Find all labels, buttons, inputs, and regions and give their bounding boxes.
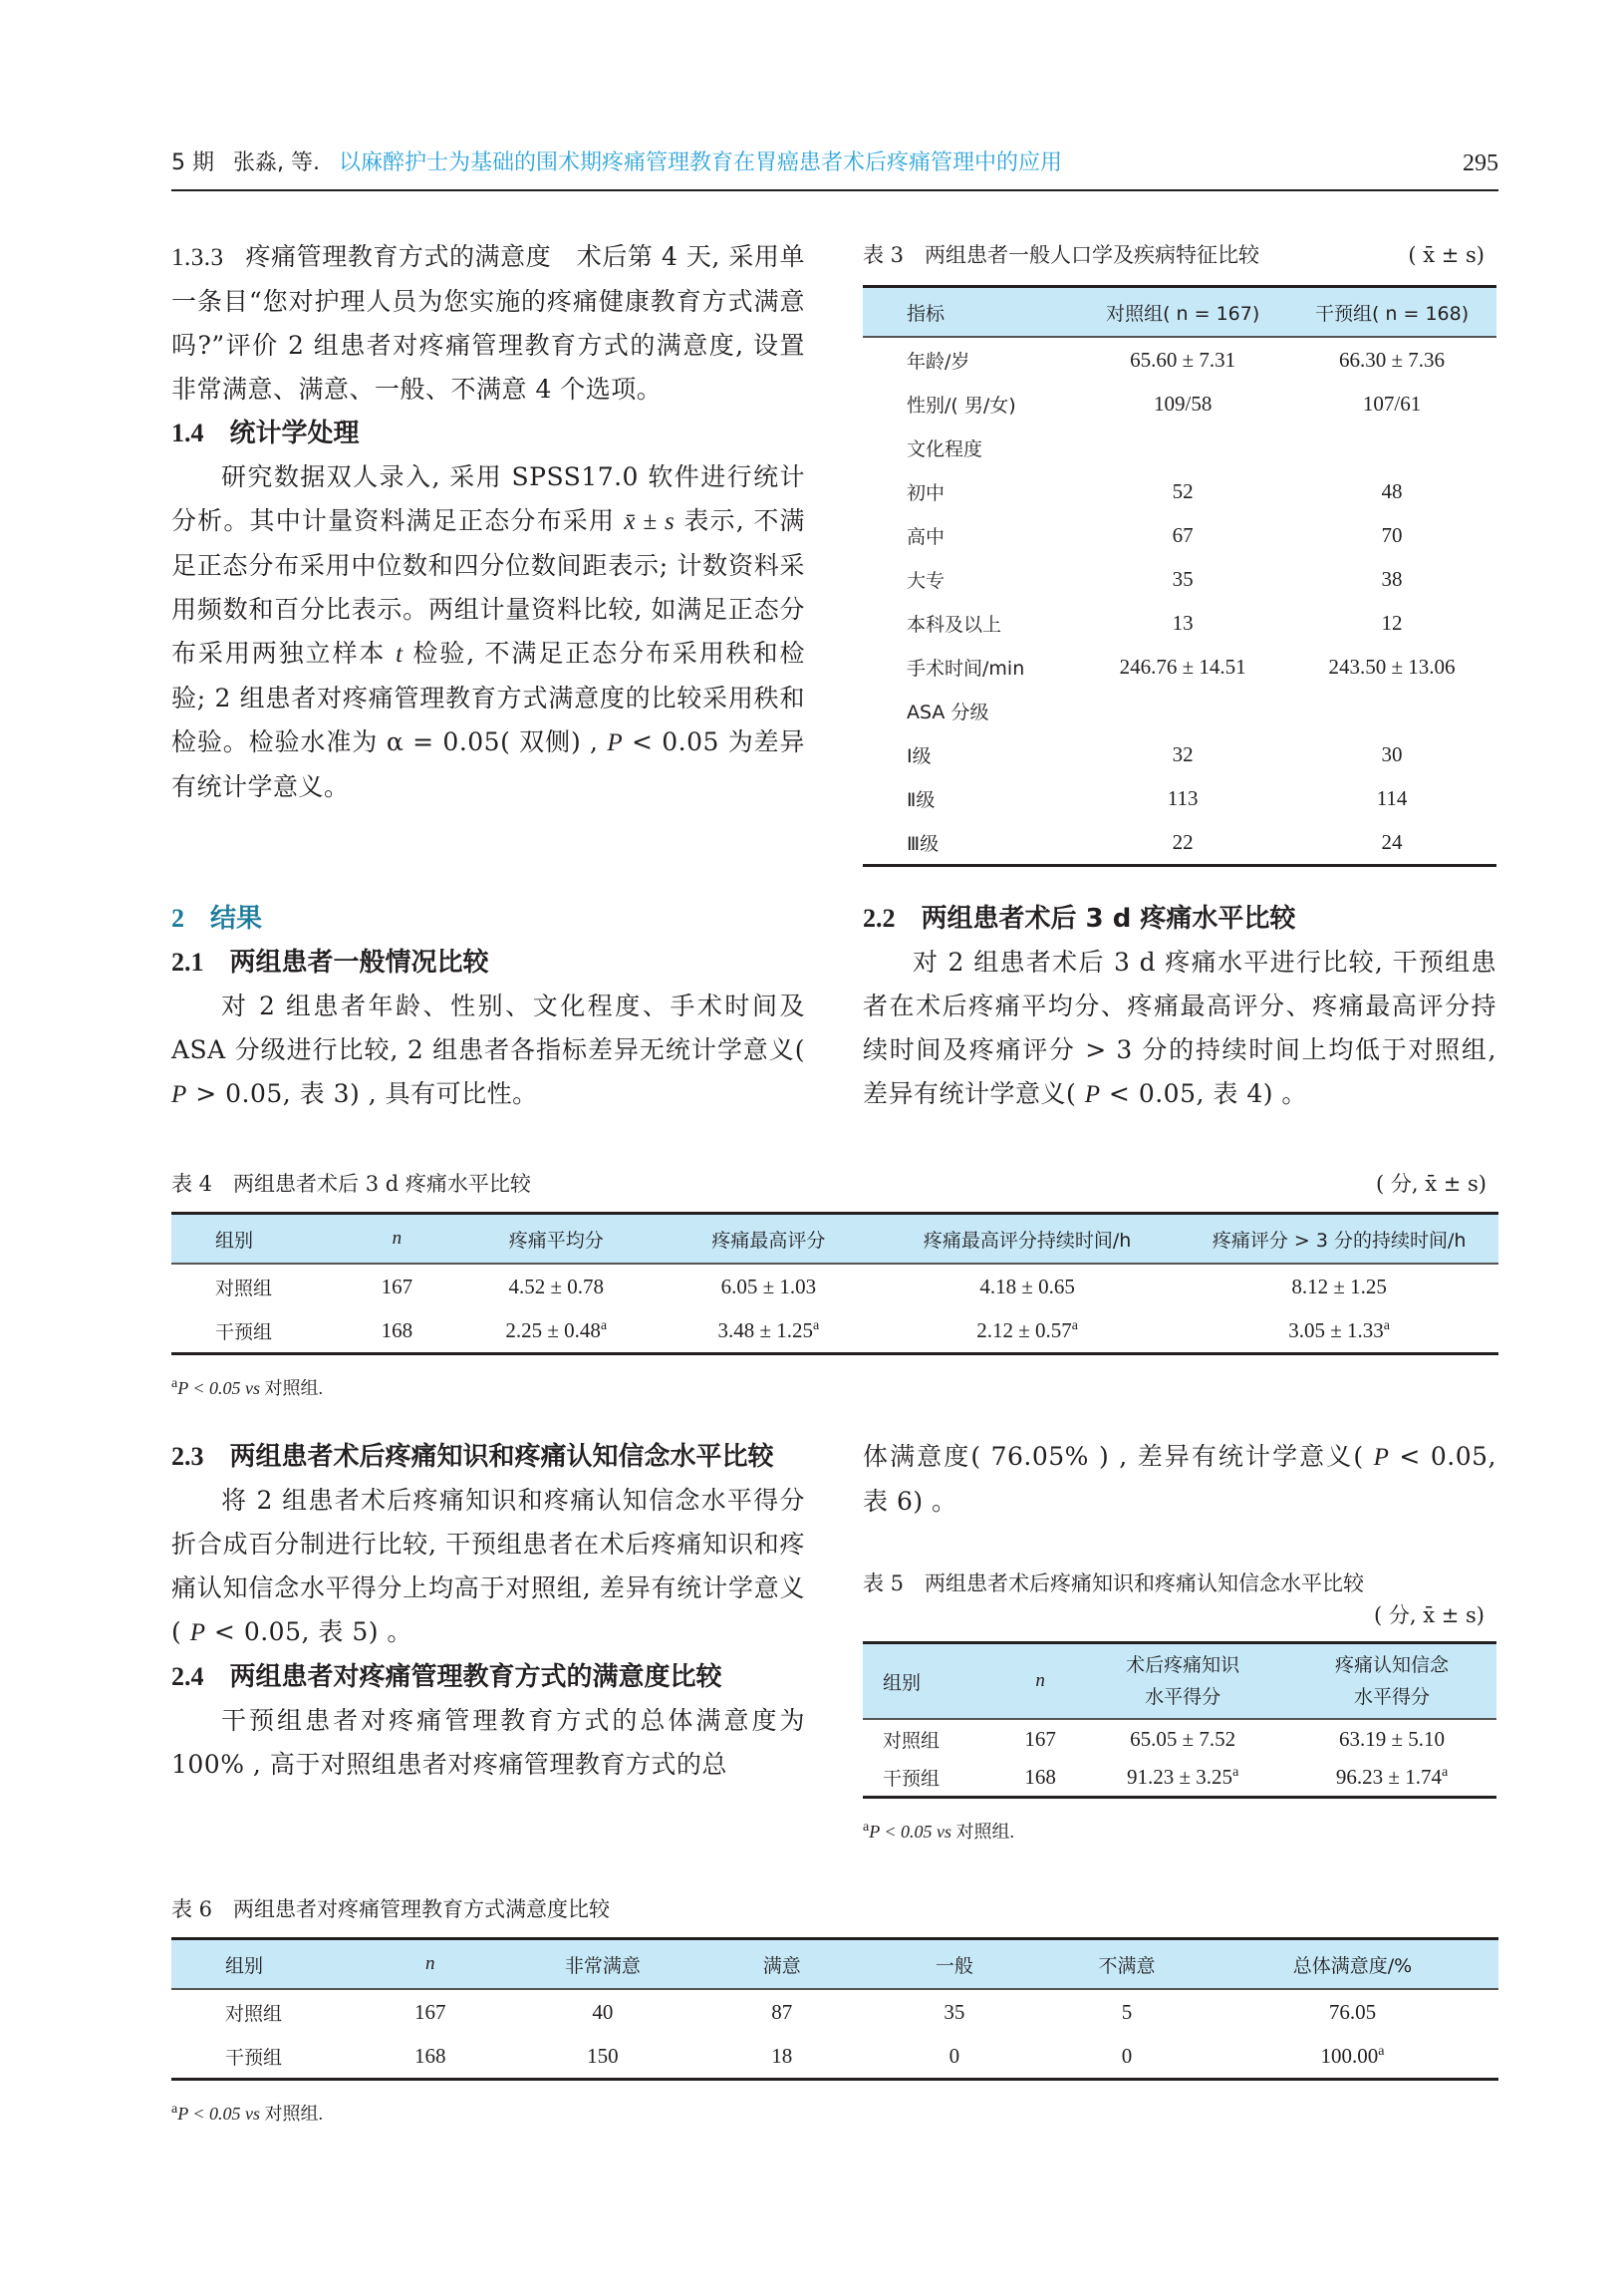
table-row — [863, 426, 1496, 469]
row-label — [863, 469, 1078, 513]
control-cell — [1078, 469, 1287, 513]
header-intervention: 干预组( n = 168) — [1314, 302, 1470, 325]
text-fragment: 对 2 组患者术后 3 d 疼痛水平进行比较, 干预组患者在术后疼痛平均分、疼痛最高评分、疼痛最高评分持续时间及疼痛评分 > 3 分的持续时间上均低于对照组, 差异有统计学意义( — [863, 948, 1496, 1108]
header-n: n — [1035, 1670, 1045, 1691]
control-cell-value: 113 — [1167, 785, 1199, 810]
gt3-duration-cell-value: 3.05 ± 1.33 — [1288, 1317, 1384, 1342]
control-cell — [1078, 776, 1287, 820]
section-number: 1.3.3 — [171, 244, 224, 271]
header-rule — [171, 189, 1498, 191]
left-column-upper — [171, 235, 805, 809]
control-cell-value: 67 — [1172, 522, 1194, 547]
dissatisfied-cell-value: 0 — [1121, 2043, 1133, 2068]
section-heading: 疼痛管理教育方式的满意度 — [245, 242, 552, 271]
caption-text: 表 4 两组患者术后 3 d 疼痛水平比较 — [171, 1172, 531, 1196]
table-6 — [171, 1937, 1498, 2081]
avg-cell — [450, 1308, 663, 1354]
n-cell-value: 168 — [1024, 1764, 1056, 1789]
article-title: 以麻醉护士为基础的围术期疼痛管理教育在胃癌患者术后疼痛管理中的应用 — [339, 150, 1063, 175]
running-head — [171, 147, 1498, 187]
max-duration-cell — [875, 1264, 1180, 1308]
control-cell-value: 32 — [1172, 741, 1194, 766]
table-6-body — [171, 1989, 1498, 2080]
belief-cell-value: 96.23 ± 1.74 — [1335, 1764, 1442, 1789]
section-2-3-heading — [171, 1435, 805, 1479]
header-belief — [1287, 1643, 1496, 1720]
section-heading: 两组患者术后疼痛知识和疼痛认知信念水平比较 — [229, 1442, 774, 1472]
avg-cell — [450, 1264, 663, 1308]
very-satisfied-cell — [503, 1989, 702, 2034]
header-indicator: 指标 — [907, 302, 946, 325]
section-number: 2.2 — [863, 904, 896, 933]
gt3-duration-cell — [1180, 1264, 1498, 1308]
significance-marker: a — [1232, 1764, 1239, 1780]
intervention-cell-value: 48 — [1381, 478, 1403, 503]
control-cell — [1078, 645, 1287, 689]
avg-cell-value: 4.52 ± 0.78 — [508, 1274, 605, 1298]
footnote-text: P < 0.05 — [177, 1378, 246, 1398]
footnote-text: 对照组. — [260, 1378, 324, 1398]
table-row — [863, 1758, 1496, 1798]
stat-symbol: x̄ ± s — [624, 508, 676, 535]
section-2-4-paragraph: 干预组患者对疼痛管理教育方式的总体满意度为 100% , 高于对照组患者对疼痛管理教育方式的总 — [171, 1706, 805, 1779]
table-4-caption — [171, 1168, 1498, 1200]
header-group: 组别 — [225, 1954, 264, 1977]
text-fragment: < 0.05, 表 5) 。 — [205, 1617, 412, 1646]
section-heading: 两组患者一般情况比较 — [229, 948, 489, 978]
header-max: 疼痛最高评分 — [711, 1229, 826, 1252]
p-symbol: P — [171, 1081, 187, 1108]
row-label-value: 年龄/岁 — [907, 350, 970, 373]
section-1-4-paragraph — [171, 455, 805, 809]
control-cell-value: 109/58 — [1154, 391, 1213, 416]
section-heading: 统计学处理 — [229, 419, 360, 448]
significance-marker: a — [1378, 2043, 1385, 2059]
page-number: 295 — [1463, 150, 1498, 176]
belief-cell — [1287, 1719, 1496, 1758]
section-heading: 两组患者术后 3 d 疼痛水平比较 — [921, 904, 1296, 934]
row-label-value: Ⅰ级 — [907, 744, 932, 767]
section-1-3-3 — [171, 235, 805, 412]
table-header-row — [171, 1214, 1498, 1265]
intervention-cell — [1287, 645, 1496, 689]
intervention-cell-value: 114 — [1376, 785, 1408, 810]
text-fragment: < 0.05 为差异有统计学意义。 — [171, 727, 805, 801]
row-label-value: 性别/( 男/女) — [907, 394, 1016, 417]
footnote-text: 对照组. — [951, 1822, 1015, 1842]
satisfied-cell — [702, 1989, 862, 2034]
table-row — [171, 1308, 1498, 1354]
control-cell-value: 22 — [1172, 829, 1194, 854]
table-row — [171, 1989, 1498, 2034]
intervention-cell — [1287, 382, 1496, 426]
row-label — [863, 820, 1078, 866]
satisfied-cell-value: 18 — [771, 2043, 793, 2068]
control-cell-value: 52 — [1172, 478, 1194, 503]
intervention-cell-value: 243.50 ± 13.06 — [1328, 654, 1456, 679]
text-fragment: > 0.05, 表 3) , 具有可比性。 — [186, 1079, 538, 1108]
header-n: n — [424, 1953, 435, 1974]
table-6-block — [171, 1893, 1498, 2129]
significance-marker: a — [1383, 1317, 1391, 1333]
section-heading: 两组患者对疼痛管理教育方式的满意度比较 — [229, 1662, 722, 1692]
n-cell-value: 167 — [1024, 1726, 1056, 1751]
table-5 — [863, 1641, 1496, 1799]
intervention-cell-value: 30 — [1381, 741, 1403, 766]
overall-cell — [1207, 1989, 1498, 2034]
row-label-value: 文化程度 — [907, 437, 983, 460]
text-fragment: 检验, 不满足正态分布采用秩和检验; 2 组患者对疼痛管理教育方式满意度的比较采用秩和检验。检验水准为 α = 0.05( 双侧) , — [171, 639, 805, 756]
control-cell-value: 246.76 ± 14.51 — [1119, 654, 1246, 679]
n-cell — [1002, 1719, 1078, 1758]
row-label-value: 本科及以上 — [907, 613, 1002, 636]
section-2-2-heading — [863, 897, 1496, 941]
dissatisfied-cell — [1047, 2034, 1207, 2080]
table-row — [863, 601, 1496, 645]
header-dissatisfied: 不满意 — [1098, 1954, 1156, 1977]
caption-unit: ( 分, x̄ ± s) — [1376, 1172, 1487, 1196]
significance-marker: a — [1071, 1317, 1078, 1333]
neutral-cell-value: 0 — [948, 2043, 960, 2068]
section-number: 2.3 — [171, 1442, 204, 1471]
table-5-body — [863, 1719, 1496, 1798]
control-cell-value: 35 — [1172, 566, 1194, 591]
table-6-caption: 表 6 两组患者对疼痛管理教育方式满意度比较 — [171, 1897, 611, 1921]
footnote-vs: vs — [245, 2104, 261, 2124]
header-neutral: 一般 — [935, 1954, 973, 1977]
section-number: 2 — [171, 904, 184, 933]
control-cell — [1078, 557, 1287, 601]
header-knowledge — [1078, 1643, 1287, 1720]
header-max-duration: 疼痛最高评分持续时间/h — [923, 1229, 1132, 1252]
section-heading: 结果 — [210, 904, 263, 934]
intervention-cell — [1287, 776, 1496, 820]
control-cell — [1078, 689, 1287, 732]
header-overall: 总体满意度/% — [1292, 1954, 1413, 1977]
intervention-cell-value: 70 — [1381, 522, 1403, 547]
n-cell — [344, 1308, 450, 1354]
table-row — [863, 513, 1496, 557]
belief-cell — [1287, 1758, 1496, 1798]
table-row — [863, 689, 1496, 732]
group-cell — [863, 1758, 1002, 1798]
control-cell — [1078, 732, 1287, 776]
overall-cell-value: 100.00 — [1320, 2043, 1379, 2068]
caption-unit: ( x̄ ± s) — [1408, 243, 1485, 267]
neutral-cell-value: 35 — [944, 1999, 965, 2024]
max-duration-cell — [875, 1308, 1180, 1354]
very-satisfied-cell-value: 150 — [587, 2043, 619, 2068]
intervention-cell — [1287, 469, 1496, 513]
row-label — [863, 776, 1078, 820]
intervention-cell-value: 107/61 — [1362, 391, 1422, 416]
section-2-1-heading — [171, 941, 805, 985]
table-row — [863, 557, 1496, 601]
footnote-marker: a — [171, 1376, 178, 1391]
significance-marker: a — [813, 1317, 820, 1333]
caption-text: 表 3 两组患者一般人口学及疾病特征比较 — [863, 243, 1260, 267]
intervention-cell — [1287, 513, 1496, 557]
header-satisfied: 满意 — [762, 1954, 801, 1977]
table-3 — [863, 285, 1496, 867]
control-cell — [1078, 601, 1287, 645]
left-column-lower — [171, 1435, 805, 1787]
control-cell-value: 13 — [1172, 610, 1194, 635]
table-row — [863, 469, 1496, 513]
p-symbol: P — [189, 1619, 206, 1646]
t-symbol: t — [396, 641, 404, 668]
footnote-text: P < 0.05 — [869, 1822, 938, 1842]
dissatisfied-cell-value: 5 — [1121, 1999, 1133, 2024]
control-cell-value: 65.60 ± 7.31 — [1130, 347, 1236, 372]
n-cell-value: 168 — [381, 1317, 413, 1342]
p-symbol: P — [1373, 1444, 1390, 1471]
neutral-cell — [862, 2034, 1047, 2080]
group-cell-value: 对照组 — [225, 2002, 283, 2025]
table-5-block — [863, 1568, 1496, 1847]
header-line: 水平得分 — [1354, 1686, 1431, 1708]
table-header-row — [171, 1939, 1498, 1990]
group-cell-value: 对照组 — [883, 1729, 941, 1752]
header-avg: 疼痛平均分 — [508, 1229, 604, 1252]
row-label-value: 大专 — [907, 569, 946, 592]
intervention-cell-value: 12 — [1381, 610, 1403, 635]
group-cell-value: 对照组 — [215, 1277, 273, 1299]
table-row — [863, 776, 1496, 820]
authors: 张淼, 等. — [233, 150, 320, 175]
belief-cell-value: 63.19 ± 5.10 — [1339, 1726, 1446, 1751]
max-duration-cell-value: 4.18 ± 0.65 — [979, 1274, 1075, 1298]
control-cell — [1078, 513, 1287, 557]
avg-cell-value: 2.25 ± 0.48 — [505, 1317, 601, 1342]
row-label — [863, 382, 1078, 426]
footnote-marker: a — [863, 1820, 870, 1835]
n-cell — [357, 1989, 503, 2034]
footnote-text: P < 0.05 — [177, 2104, 246, 2124]
control-cell — [1078, 337, 1287, 382]
n-cell-value: 168 — [413, 2043, 446, 2068]
group-cell — [171, 1264, 344, 1308]
text-fragment: 研究数据双人录入, 采用 SPSS17.0 软件进行统计分析。其中计量资料满足正态分布采用 — [171, 462, 805, 535]
table-row — [863, 1719, 1496, 1758]
header-line: 水平得分 — [1145, 1686, 1221, 1708]
row-label-value: 高中 — [907, 525, 946, 548]
max-cell-value: 6.05 ± 1.03 — [720, 1274, 817, 1298]
intervention-cell — [1287, 601, 1496, 645]
text-fragment: 体满意度( 76.05% ) , 差异有统计学意义( — [863, 1442, 1374, 1471]
knowledge-cell-value: 65.05 ± 7.52 — [1130, 1726, 1236, 1751]
group-cell-value: 干预组 — [883, 1767, 941, 1790]
footnote-vs: vs — [245, 1378, 261, 1398]
overall-cell-value: 76.05 — [1328, 1999, 1377, 2024]
intervention-cell — [1287, 820, 1496, 866]
table-row — [863, 382, 1496, 426]
n-cell — [1002, 1758, 1078, 1798]
section-2-1-paragraph — [171, 985, 805, 1117]
group-cell-value: 干预组 — [225, 2046, 283, 2069]
section-number: 1.4 — [171, 419, 204, 447]
max-duration-cell-value: 2.12 ± 0.57 — [976, 1317, 1072, 1342]
text-fragment: 将 2 组患者术后疼痛知识和疼痛认知信念水平得分折合成百分制进行比较, 干预组患者在术后疼痛知识和疼痛认知信念水平得分上均高于对照组, 差异有统计学意义( — [171, 1486, 805, 1646]
very-satisfied-cell — [503, 2034, 702, 2080]
table-row — [863, 820, 1496, 866]
section-number: 2.1 — [171, 948, 204, 977]
knowledge-cell — [1078, 1758, 1287, 1798]
section-2-heading — [171, 897, 805, 941]
gt3-duration-cell — [1180, 1308, 1498, 1354]
row-label-value: Ⅲ级 — [907, 832, 940, 855]
row-label-value: Ⅱ级 — [907, 788, 936, 811]
intervention-cell-value: 24 — [1381, 829, 1403, 854]
row-label — [863, 645, 1078, 689]
satisfied-cell — [702, 2034, 862, 2080]
group-cell — [171, 1308, 344, 1354]
p-symbol: P — [607, 729, 624, 756]
table-row — [863, 337, 1496, 382]
section-2-3-paragraph — [171, 1479, 805, 1655]
row-label — [863, 732, 1078, 776]
table-6-footnote — [171, 2095, 1498, 2129]
footnote-marker: a — [171, 2102, 178, 2117]
overall-cell — [1207, 2034, 1498, 2080]
row-label-value: 初中 — [907, 481, 946, 504]
header-control: 对照组( n = 167) — [1106, 302, 1260, 325]
left-column-results — [171, 897, 805, 1117]
max-cell-value: 3.48 ± 1.25 — [717, 1317, 814, 1342]
control-cell — [1078, 820, 1287, 866]
header-group: 组别 — [883, 1671, 922, 1694]
right-column-lower — [863, 1435, 1496, 1847]
n-cell — [357, 2034, 503, 2080]
text-fragment: < 0.05, 表 4) 。 — [1100, 1079, 1307, 1108]
header-gt3-duration: 疼痛评分 > 3 分的持续时间/h — [1212, 1229, 1467, 1252]
table-3-block — [863, 239, 1496, 867]
intervention-cell-value: 38 — [1381, 566, 1403, 591]
group-cell — [171, 1989, 357, 2034]
satisfied-cell-value: 87 — [771, 1999, 793, 2024]
group-cell — [863, 1719, 1002, 1758]
header-n: n — [392, 1228, 403, 1249]
header-line: 疼痛认知信念 — [1335, 1654, 1450, 1676]
table-row — [171, 1264, 1498, 1308]
n-cell-value: 167 — [381, 1274, 413, 1298]
footnote-vs: vs — [937, 1822, 952, 1842]
paragraph-text: 术后第 4 天, 采用单一条目“您对护理人员为您实施的疼痛健康教育方式满意吗?”评价 2 组患者对疼痛管理教育方式的满意度, 设置非常满意、满意、一般、不满意 4 个选项。 — [171, 242, 805, 404]
knowledge-cell — [1078, 1719, 1287, 1758]
row-label — [863, 689, 1078, 732]
row-label — [863, 337, 1078, 382]
section-2-4-continuation — [863, 1435, 1496, 1524]
header-very-satisfied: 非常满意 — [564, 1954, 641, 1977]
table-row — [863, 732, 1496, 776]
significance-marker: a — [600, 1317, 608, 1333]
intervention-cell — [1287, 337, 1496, 382]
table-row — [863, 645, 1496, 689]
header-line: 术后疼痛知识 — [1126, 1654, 1240, 1676]
table-4 — [171, 1212, 1498, 1355]
header-group: 组别 — [215, 1229, 254, 1252]
n-cell-value: 167 — [413, 1999, 446, 2024]
intervention-cell — [1287, 557, 1496, 601]
row-label-value: 手术时间/min — [907, 657, 1025, 680]
text-fragment: 对 2 组患者年龄、性别、文化程度、手术时间及 ASA 分级进行比较, 2 组患者各指标差异无统计学意义( — [171, 992, 805, 1064]
row-label — [863, 557, 1078, 601]
section-2-2-paragraph — [863, 941, 1496, 1117]
text-fragment: < 0.05, 表 6) 。 — [863, 1442, 1496, 1516]
table-5-footnote — [863, 1813, 1496, 1847]
max-cell — [663, 1308, 875, 1354]
table-3-body — [863, 337, 1496, 866]
intervention-cell — [1287, 689, 1496, 732]
section-1-4-heading — [171, 412, 805, 455]
row-label — [863, 513, 1078, 557]
table-4-block — [171, 1168, 1498, 1403]
group-cell-value: 干预组 — [215, 1320, 273, 1343]
section-2-2 — [863, 897, 1496, 1117]
dissatisfied-cell — [1047, 1989, 1207, 2034]
section-2-4-heading — [171, 1655, 805, 1699]
neutral-cell — [862, 1989, 1047, 2034]
max-cell — [663, 1264, 875, 1308]
row-label-value: ASA 分级 — [907, 701, 989, 723]
footnote-text: 对照组. — [260, 2104, 324, 2124]
very-satisfied-cell-value: 40 — [592, 1999, 614, 2024]
gt3-duration-cell-value: 8.12 ± 1.25 — [1291, 1274, 1387, 1298]
intervention-cell-value: 66.30 ± 7.36 — [1339, 347, 1446, 372]
section-number: 2.4 — [171, 1662, 204, 1691]
table-row — [171, 2034, 1498, 2080]
intervention-cell — [1287, 426, 1496, 469]
issue-label: 5 期 — [171, 150, 214, 175]
row-label — [863, 601, 1078, 645]
row-label — [863, 426, 1078, 469]
table-5-unit: ( 分, x̄ ± s) — [1374, 1603, 1485, 1627]
table-header-row — [863, 287, 1496, 338]
n-cell — [344, 1264, 450, 1308]
intervention-cell — [1287, 732, 1496, 776]
knowledge-cell-value: 91.23 ± 3.25 — [1127, 1764, 1233, 1789]
table-4-body — [171, 1264, 1498, 1354]
text-fragment: 表示, 不满足正态分布采用中位数和四分位数间距表示; 计数资料采用频数和百分比表示。两组计量资料比较, 如满足正态分布采用两独立样本 — [171, 506, 806, 668]
p-symbol: P — [1084, 1081, 1101, 1108]
control-cell — [1078, 382, 1287, 426]
table-4-footnote — [171, 1369, 1498, 1403]
significance-marker: a — [1441, 1764, 1449, 1780]
table-3-caption — [863, 239, 1496, 271]
table-header-row — [863, 1643, 1496, 1720]
group-cell — [171, 2034, 357, 2080]
table-5-caption: 表 5 两组患者术后疼痛知识和疼痛认知信念水平比较 — [863, 1571, 1365, 1595]
control-cell — [1078, 426, 1287, 469]
